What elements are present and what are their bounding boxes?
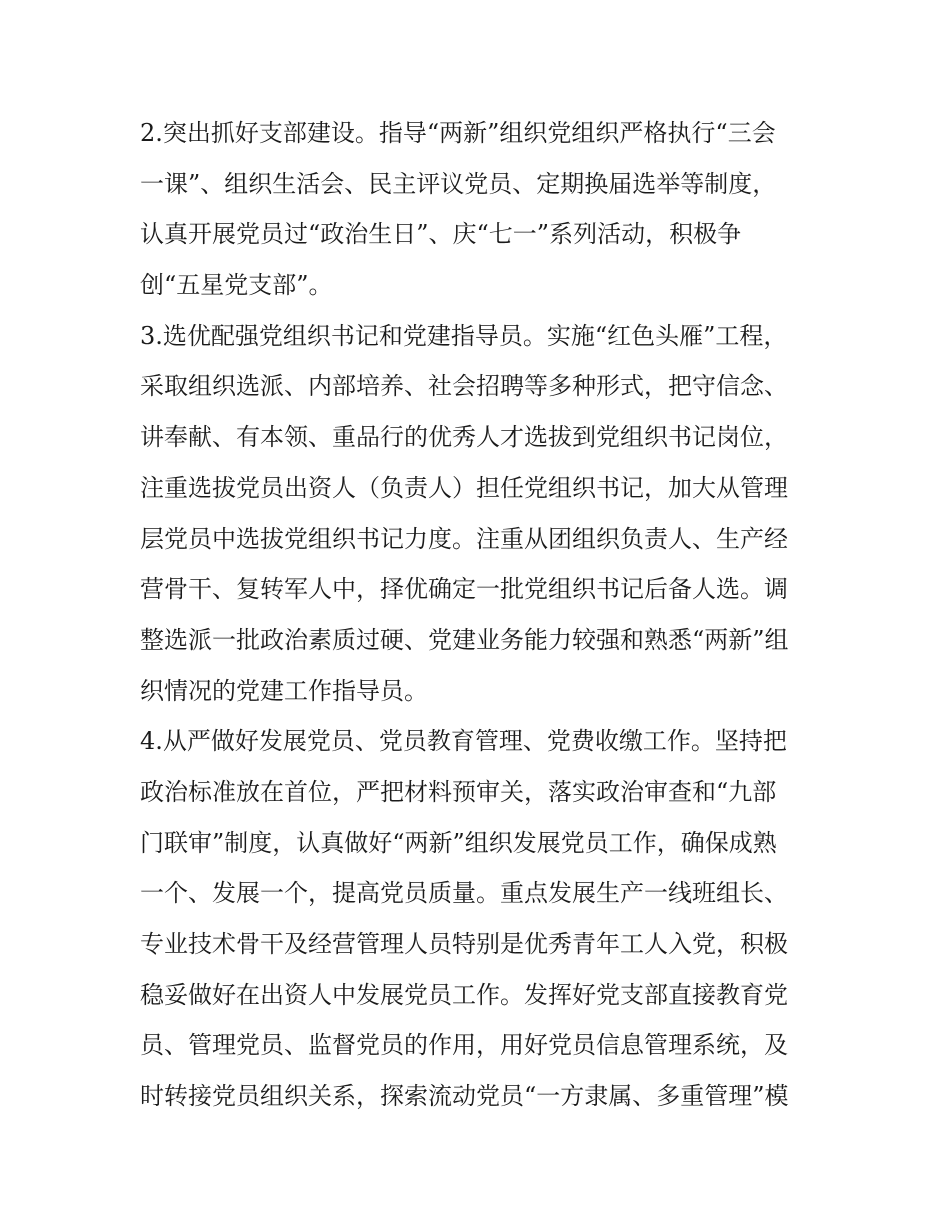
text-line: 3.选优配强党组织书记和党建指导员。实施“红色头雁”工程， — [140, 321, 788, 350]
text-line: 营骨干、复转军人中，择优确定一批党组织书记后备人选。调 — [140, 575, 788, 604]
text-line: 专业技术骨干及经营管理人员特别是优秀青年工人入党，积极 — [140, 930, 788, 958]
text-line: 层党员中选拔党组织书记力度。注重从团组织负责人、生产经 — [140, 524, 788, 553]
text-line: 政治标准放在首位，严把材料预审关，落实政治审查和“九部 — [140, 777, 777, 806]
text-line: 4.从严做好发展党员、党员教育管理、党费收缴工作。坚持把 — [140, 727, 787, 756]
text-line: 讲奉献、有本领、重品行的优秀人才选拔到党组织书记岗位， — [140, 423, 788, 452]
text-line: 一课”、组织生活会、民主评议党员、定期换届选举等制度， — [140, 169, 777, 198]
text-line: 2.突出抓好支部建设。指导“两新”组织党组织严格执行“三会 — [140, 119, 776, 147]
text-line: 认真开展党员过“政治生日”、庆“七一”系列活动，积极争 — [140, 220, 742, 249]
text-line: 员、管理党员、监督党员的作用，用好党员信息管理系统，及 — [140, 1031, 788, 1060]
text-line: 整选派一批政治素质过硬、党建业务能力较强和熟悉“两新”组 — [140, 625, 789, 654]
text-line: 稳妥做好在出资人中发展党员工作。发挥好党支部直接教育党 — [140, 980, 788, 1009]
text-line: 时转接党员组织关系，探索流动党员“一方隶属、多重管理”模 — [140, 1082, 789, 1111]
text-line: 采取组织选派、内部培养、社会招聘等多种形式，把守信念、 — [140, 372, 788, 401]
text-line: 门联审”制度，认真做好“两新”组织发展党员工作，确保成熟 — [140, 828, 777, 857]
text-line: 一个、发展一个，提高党员质量。重点发展生产一线班组长、 — [140, 879, 788, 908]
text-line: 注重选拔党员出资人（负责人）担任党组织书记，加大从管理 — [140, 473, 788, 502]
document-body — [140, 108, 830, 1122]
text-line: 创“五星党支部”。 — [140, 271, 333, 300]
text-line: 织情况的党建工作指导员。 — [140, 676, 428, 705]
